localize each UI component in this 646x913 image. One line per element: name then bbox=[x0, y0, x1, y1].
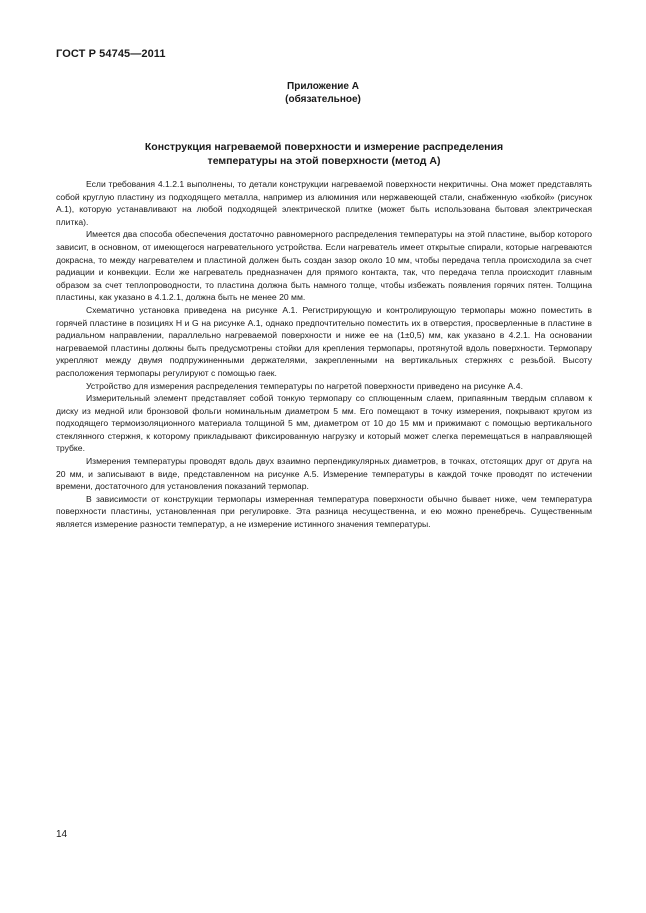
standard-code: ГОСТ Р 54745—2011 bbox=[56, 48, 166, 60]
section-title-line-1: Конструкция нагреваемой поверхности и измерение распределения bbox=[144, 141, 504, 153]
annex-heading bbox=[0, 80, 646, 106]
section-title-line-2: температуры на этой поверхности (метод А) bbox=[207, 155, 441, 167]
annex-status: (обязательное) bbox=[285, 94, 361, 105]
annex-title: Приложение А bbox=[287, 81, 359, 92]
body-text bbox=[56, 178, 592, 531]
paragraph: Если требования 4.1.2.1 выполнены, то детали конструкции нагреваемой поверхности некритичны. Она может представлять собой круглую пластину из подходящего металла, например из алюминия или нержавеющей стали, снабженную «юбкой» (рисунок А.1), которую устанавливают на любой подходящей электрической плитке (может быть использована бытовая электрическая плитка). bbox=[56, 179, 592, 227]
paragraph: Устройство для измерения распределения температуры по нагретой поверхности приведено на рисунке А.4. bbox=[86, 380, 523, 391]
paragraph: Имеется два способа обеспечения достаточно равномерного распределения температуры на этой пластине, выбор которого зависит, в основном, от имеющегося нагревательного устройства. Если нагреватель имеет открытые спирали, которые нагреваются докрасна, то между нагревателем и пластиной должен быть создан зазор около 10 мм, чтобы передача тепла происходила за счет радиации и конвекции. Если же нагреватель предназначен для прямого контакта, так, что передача тепла происходит главным образом за счет теплопроводности, то пластина должна быть намного толще, чтобы избежать появления горячих пятен. Толщина пластины, как указано в 4.1.2.1, должна быть не менее 20 мм. bbox=[56, 229, 592, 303]
paragraph: Измерения температуры проводят вдоль двух взаимно перпендикулярных диаметров, в точках, отстоящих друг от друга на 20 мм, и записывают в виде, представленном на рисунке А.5. Измерение температуры в каждой точке проводят по истечении времени, достаточного для установления показаний термопар. bbox=[56, 456, 592, 492]
paragraph: Измерительный элемент представляет собой тонкую термопару со сплющенным слаем, припаянным твердым сплавом к диску из медной или бронзовой фольги номинальным диаметром 5 мм. Его помещают в точку измерения, покрывают кругом из подходящего термоизоляционного материала толщиной 5 мм, диаметром от 10 до 15 мм и прижимают с помощью вертикального стеклянного стержня, к которому прикладывают фиксированную нагрузку и который может слегка перемещаться в направляющей трубке. bbox=[56, 393, 592, 454]
section-title bbox=[56, 140, 592, 168]
paragraph: В зависимости от конструкции термопары измеренная температура поверхности обычно бывает ниже, чем температура поверхности пластины, установленная при регулировке. Эта разница несущественна, и ею можно пренебречь. Существенным является измерение разности температур, а не измерение истинного значения температуры. bbox=[56, 493, 592, 530]
page-number: 14 bbox=[56, 829, 68, 840]
paragraph: Схематично установка приведена на рисунке А.1. Регистрирующую и контролирующую термопары можно поместить в горячей пластине в позициях H и G на рисунке А.1, однако предпочтительно поместить их в отверстия, просверленные в пластине в радиальном направлении, параллельно нагреваемой поверхности и ниже ее на (1±0,5) мм, как указано в 4.2.1. На основании нагреваемой пластины должны быть предусмотрены стойки для крепления термопары, протянутой вдоль поверхности. Термопару укрепляют между двумя подпружиненными держателями, закрепленными на вертикальных стержнях с резьбой. Высоту расположения термопары регулируют с помощью гаек. bbox=[56, 304, 592, 378]
